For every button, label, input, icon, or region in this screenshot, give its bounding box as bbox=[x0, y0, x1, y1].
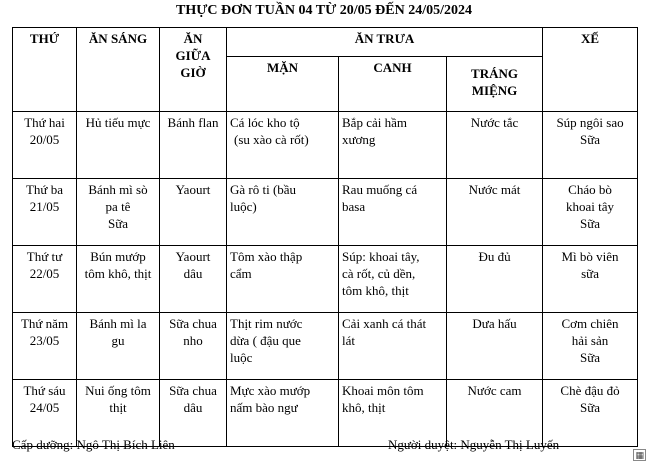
day-cell: Thứ tư 22/05 bbox=[13, 246, 77, 313]
header-thu: THỨ bbox=[13, 28, 77, 112]
breakfast-cell: Nui ống tôm thịt bbox=[77, 380, 160, 447]
dessert-cell: Nước mát bbox=[447, 179, 543, 246]
breakfast-cell: Bánh mì sò pa tê Sữa bbox=[77, 179, 160, 246]
table-row bbox=[13, 179, 638, 246]
snack-cell: Bánh flan bbox=[160, 112, 227, 179]
dessert-cell: Nước tắc bbox=[447, 112, 543, 179]
soup-cell: Cải xanh cá thát lát bbox=[339, 313, 447, 380]
weekly-menu-table bbox=[12, 27, 638, 447]
header-xe: XẾ bbox=[543, 28, 638, 112]
header-trang-mieng: TRÁNG MIỆNG bbox=[447, 57, 543, 112]
main-dish-cell: Cá lóc kho tộ (su xào cà rốt) bbox=[227, 112, 339, 179]
header-an-sang: ĂN SÁNG bbox=[77, 28, 160, 112]
main-dish-cell: Tôm xào thập cẩm bbox=[227, 246, 339, 313]
approver-signature-line: Người duyệt: Nguyễn Thị Luyến bbox=[388, 437, 560, 452]
dessert-cell: Nước cam bbox=[447, 380, 543, 447]
dessert-cell: Dưa hấu bbox=[447, 313, 543, 380]
dessert-cell: Đu đủ bbox=[447, 246, 543, 313]
cook-signature-line: Cấp dưỡng: Ngô Thị Bích Liên bbox=[12, 437, 175, 452]
main-dish-cell: Mực xào mướp nấm bào ngư bbox=[227, 380, 339, 447]
soup-cell: Súp: khoai tây, cà rốt, củ dền, tôm khô, thịt bbox=[339, 246, 447, 313]
breakfast-cell: Hủ tiếu mực bbox=[77, 112, 160, 179]
afternoon-cell: Chè đậu đỏ Sữa bbox=[543, 380, 638, 447]
breakfast-cell: Bánh mì la gu bbox=[77, 313, 160, 380]
table-row bbox=[13, 246, 638, 313]
afternoon-cell: Súp ngôi sao Sữa bbox=[543, 112, 638, 179]
day-cell: Thứ ba 21/05 bbox=[13, 179, 77, 246]
header-canh: CANH bbox=[339, 57, 447, 112]
soup-cell: Bắp cải hầm xương bbox=[339, 112, 447, 179]
header-an-trua: ĂN TRƯA bbox=[227, 28, 543, 57]
soup-cell: Khoai môn tôm khô, thịt bbox=[339, 380, 447, 447]
day-cell: Thứ sáu 24/05 bbox=[13, 380, 77, 447]
menu-title: THỰC ĐƠN TUẦN 04 TỪ 20/05 ĐẾN 24/05/2024 bbox=[176, 3, 472, 18]
snack-cell: Sữa chua dâu bbox=[160, 380, 227, 447]
breakfast-cell: Bún mướp tôm khô, thịt bbox=[77, 246, 160, 313]
snack-cell: Yaourt bbox=[160, 179, 227, 246]
paste-options-icon[interactable]: ▦ bbox=[635, 450, 644, 460]
header-an-giua-gio: ĂN GIỮA GIỜ bbox=[160, 28, 227, 112]
main-dish-cell: Gà rô ti (bầu luộc) bbox=[227, 179, 339, 246]
afternoon-cell: Mì bò viên sữa bbox=[543, 246, 638, 313]
header-man: MẶN bbox=[227, 57, 339, 112]
day-cell: Thứ năm 23/05 bbox=[13, 313, 77, 380]
main-dish-cell: Thịt rim nước dừa ( đậu que luộc bbox=[227, 313, 339, 380]
afternoon-cell: Cơm chiên hải sản Sữa bbox=[543, 313, 638, 380]
snack-cell: Sữa chua nho bbox=[160, 313, 227, 380]
snack-cell: Yaourt dâu bbox=[160, 246, 227, 313]
table-row bbox=[13, 112, 638, 179]
table-row bbox=[13, 313, 638, 380]
day-cell: Thứ hai 20/05 bbox=[13, 112, 77, 179]
soup-cell: Rau muống cá basa bbox=[339, 179, 447, 246]
afternoon-cell: Cháo bò khoai tây Sữa bbox=[543, 179, 638, 246]
